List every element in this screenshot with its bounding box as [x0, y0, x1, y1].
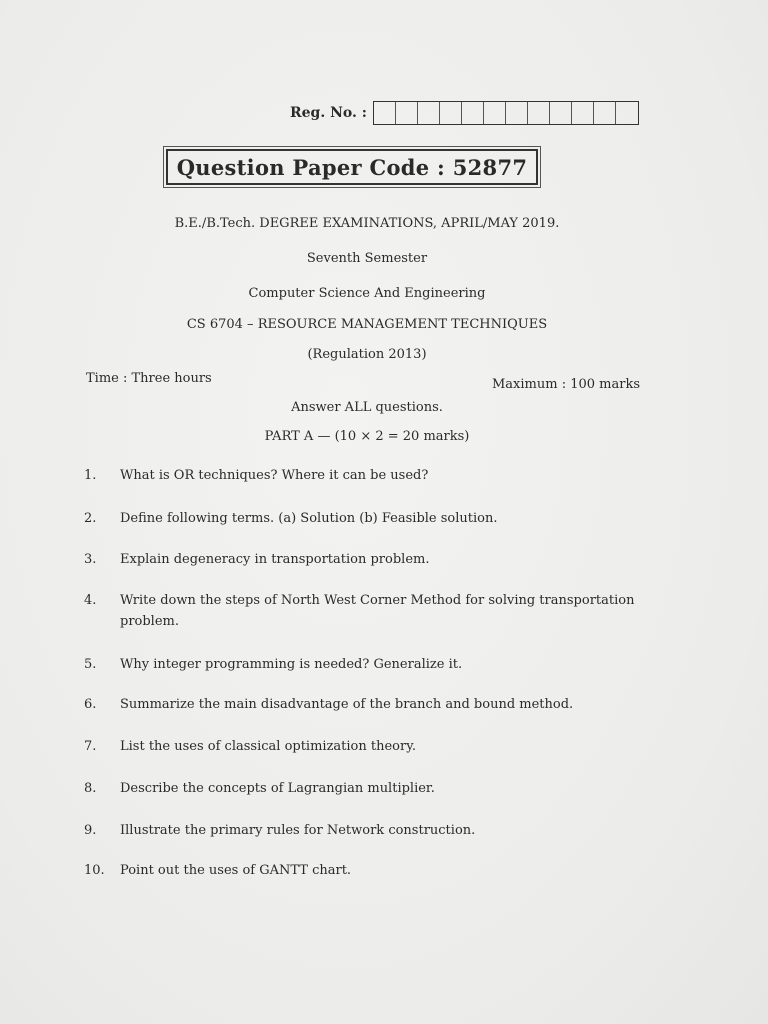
- question-item: [84, 508, 654, 529]
- subject: CS 6704 – RESOURCE MANAGEMENT TECHNIQUES: [186, 317, 548, 332]
- reg-no-box: [594, 102, 616, 124]
- question-number: 8.: [84, 781, 97, 796]
- question-item: [84, 860, 654, 881]
- semester: Seventh Semester: [306, 251, 428, 266]
- reg-no-boxes: [373, 101, 639, 125]
- reg-no-box: [550, 102, 572, 124]
- reg-no-box: [616, 102, 638, 124]
- reg-no-box: [396, 102, 418, 124]
- reg-no-label: Reg. No. :: [290, 105, 367, 121]
- reg-no-box: [440, 102, 462, 124]
- question-item: [84, 820, 654, 841]
- question-number: 4.: [84, 593, 97, 608]
- reg-no-box: [484, 102, 506, 124]
- reg-no-box: [462, 102, 484, 124]
- reg-no-box: [572, 102, 594, 124]
- reg-no-box: [374, 102, 396, 124]
- department: Computer Science And Engineering: [248, 286, 486, 301]
- part-heading: PART A — (10 × 2 = 20 marks): [264, 429, 470, 444]
- question-item: [84, 465, 654, 486]
- question-item: [84, 694, 654, 715]
- question-text: What is OR techniques? Where it can be used?: [120, 468, 429, 483]
- question-item: [84, 549, 654, 570]
- duration: Time : Three hours: [86, 371, 212, 386]
- question-text: Why integer programming is needed? Generalize it.: [120, 657, 463, 672]
- question-text: Write down the steps of North West Corner Method for solving transportation problem.: [120, 593, 635, 629]
- question-text: Summarize the main disadvantage of the branch and bound method.: [120, 697, 574, 712]
- question-item: [84, 778, 654, 799]
- question-number: 3.: [84, 552, 97, 567]
- question-number: 9.: [84, 823, 97, 838]
- question-item: [84, 654, 654, 675]
- question-text: Describe the concepts of Lagrangian multiplier.: [120, 781, 435, 796]
- question-number: 7.: [84, 739, 97, 754]
- question-item: [84, 590, 654, 632]
- question-number: 10.: [84, 863, 105, 878]
- question-text: List the uses of classical optimization theory.: [120, 739, 416, 754]
- question-paper-code: Question Paper Code : 52877: [166, 149, 538, 185]
- question-item: [84, 736, 654, 757]
- question-number: 5.: [84, 657, 97, 672]
- question-text: Illustrate the primary rules for Network construction.: [120, 823, 476, 838]
- exam-title: B.E./B.Tech. DEGREE EXAMINATIONS, APRIL/MAY 2019.: [174, 216, 560, 231]
- regulation: (Regulation 2013): [307, 347, 427, 362]
- question-number: 1.: [84, 468, 97, 483]
- maximum-marks: Maximum : 100 marks: [492, 377, 641, 392]
- question-text: Define following terms. (a) Solution (b) Feasible solution.: [120, 511, 498, 526]
- reg-no-box: [506, 102, 528, 124]
- reg-no-box: [418, 102, 440, 124]
- reg-no-field: [290, 101, 639, 125]
- instruction: Answer ALL questions.: [291, 400, 443, 415]
- question-text: Explain degeneracy in transportation problem.: [120, 552, 430, 567]
- reg-no-box: [528, 102, 550, 124]
- question-number: 6.: [84, 697, 97, 712]
- question-number: 2.: [84, 511, 97, 526]
- question-text: Point out the uses of GANTT chart.: [120, 863, 352, 878]
